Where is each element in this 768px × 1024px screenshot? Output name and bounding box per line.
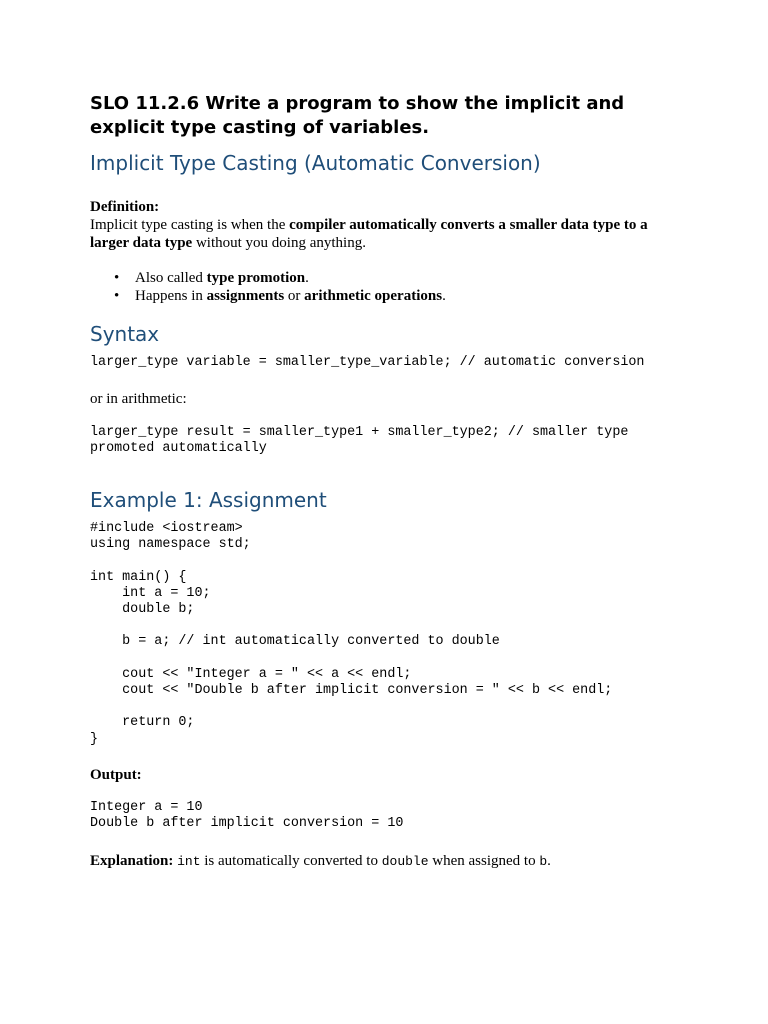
heading-implicit-type-casting: Implicit Type Casting (Automatic Conversion) [90,151,541,175]
bullet-list [90,269,446,305]
definition-block [90,198,670,252]
heading-example-1: Example 1: Assignment [90,488,327,512]
bullet-bold: type promotion [206,270,306,286]
bullet-text: Also called [135,270,207,286]
explanation-paragraph [90,852,551,871]
bullet-text: Happens in [135,288,207,304]
document-title [90,92,624,140]
bullet-icon: • [114,288,120,304]
bullet-bold: arithmetic operations [304,288,443,304]
definition-text-a: Implicit type casting is when the [90,217,290,233]
definition-bold-a: compiler automatically converts a smaller data type to a [289,217,648,233]
list-item [114,269,446,287]
explanation-code-int: int [177,854,201,869]
explanation-code-double: double [381,854,429,869]
explanation-text: . [547,853,551,869]
bullet-bold: assignments [206,288,285,304]
title-line-2: explicit type casting of variables. [90,117,430,138]
explanation-text: is automatically converted to [200,853,382,869]
bullet-text: . [442,288,446,304]
output-label-text: Output: [90,767,142,783]
explanation-code-b: b [539,854,548,869]
syntax-code-2: larger_type result = smaller_type1 + smaller_type2; // smaller type promoted automatically [90,425,629,457]
definition-text-b: without you doing anything. [192,235,366,251]
output-label [90,766,142,784]
definition-label: Definition: [90,199,160,215]
list-item [114,287,446,305]
example-1-code-block: #include <iostream> using namespace std; int main() { int a = 10; double b; b = a; // int automatically converted to double cout << "Integer a = " << a << endl; cout << "Double b after implicit conversion = " << b << endl; return 0; } [90,521,613,747]
syntax-or-text: or in arithmetic: [90,391,187,407]
title-line-1: SLO 11.2.6 Write a program to show the implicit and [90,93,625,114]
explanation-label: Explanation: [90,853,174,869]
output-code-block: Integer a = 10 Double b after implicit conversion = 10 [90,800,404,832]
bullet-text: or [284,288,305,304]
definition-bold-b: larger data type [90,235,193,251]
explanation-text: when assigned to [428,853,540,869]
bullet-text: . [305,270,309,286]
syntax-code-1: larger_type variable = smaller_type_variable; // automatic conversion [90,355,645,370]
heading-syntax: Syntax [90,322,160,346]
bullet-icon: • [114,270,120,286]
